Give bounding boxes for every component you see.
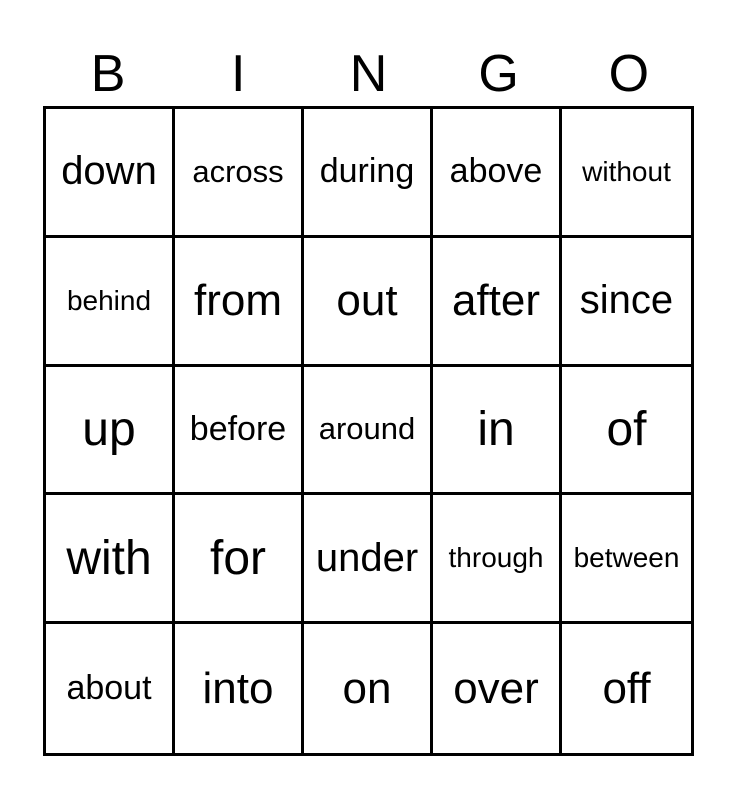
bingo-header: [43, 44, 694, 104]
bingo-board: [43, 106, 694, 756]
cell-word: around: [318, 411, 416, 447]
bingo-cell[interactable]: [175, 109, 304, 238]
bingo-cell[interactable]: [562, 495, 691, 624]
header-letter-g: G: [478, 45, 519, 103]
cell-word: about: [66, 669, 152, 708]
cell-word: on: [342, 663, 392, 713]
bingo-cell[interactable]: [46, 238, 175, 367]
cell-word: through: [448, 542, 544, 574]
cell-word: down: [61, 149, 157, 194]
header-letter-o: O: [608, 45, 650, 103]
cell-word: between: [573, 542, 680, 574]
bingo-cell[interactable]: [562, 624, 691, 753]
bingo-cell[interactable]: [562, 109, 691, 238]
cell-word: up: [82, 402, 136, 456]
header-letter-i: I: [231, 45, 246, 103]
cell-word: without: [582, 155, 671, 187]
cell-word: in: [477, 402, 515, 456]
bingo-cell[interactable]: [304, 238, 433, 367]
cell-word: before: [189, 409, 287, 448]
cell-word: after: [451, 275, 541, 325]
cell-word: under: [315, 535, 419, 580]
bingo-cell[interactable]: [304, 495, 433, 624]
bingo-cell[interactable]: [304, 109, 433, 238]
cell-word: for: [209, 531, 266, 585]
bingo-cell[interactable]: [46, 495, 175, 624]
bingo-cell[interactable]: [175, 238, 304, 367]
cell-word: since: [579, 278, 674, 323]
bingo-cell[interactable]: [304, 624, 433, 753]
bingo-cell[interactable]: [46, 624, 175, 753]
bingo-cell[interactable]: [433, 367, 562, 496]
cell-word: out: [336, 275, 398, 325]
bingo-cell[interactable]: [562, 238, 691, 367]
bingo-cell[interactable]: [433, 238, 562, 367]
bingo-cell[interactable]: [433, 109, 562, 238]
cell-word: across: [192, 153, 284, 189]
bingo-cell[interactable]: [433, 495, 562, 624]
bingo-cell[interactable]: [46, 367, 175, 496]
cell-word: over: [453, 663, 539, 713]
bingo-cell[interactable]: [175, 367, 304, 496]
cell-word: off: [602, 663, 651, 713]
bingo-cell[interactable]: [175, 624, 304, 753]
cell-word: above: [449, 152, 543, 191]
bingo-cell[interactable]: [304, 367, 433, 496]
bingo-cell[interactable]: [175, 495, 304, 624]
header-letter-n: N: [349, 45, 388, 103]
bingo-cell[interactable]: [46, 109, 175, 238]
bingo-cell[interactable]: [433, 624, 562, 753]
cell-word: into: [202, 663, 274, 713]
cell-word: during: [319, 152, 415, 191]
bingo-cell[interactable]: [562, 367, 691, 496]
cell-word: of: [606, 402, 647, 456]
cell-word: with: [66, 531, 152, 585]
cell-word: behind: [66, 284, 152, 316]
cell-word: from: [194, 275, 282, 325]
header-letter-b: B: [90, 45, 126, 103]
